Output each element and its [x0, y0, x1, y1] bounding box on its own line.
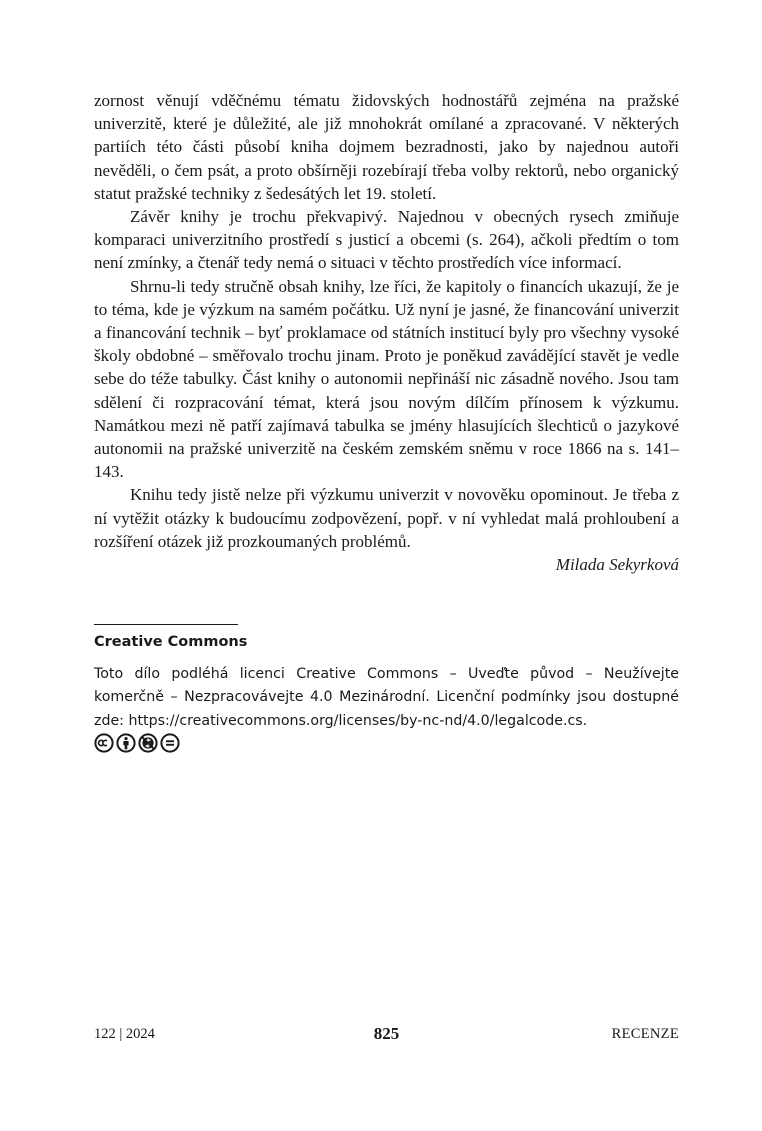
paragraph: zornost věnují vděčnému tématu židovských hodnostářů zejména na pražské univerzitě, které je důležité, ale již mnohokrát omílané a zpracované. V některých partiích této části působí kniha dojmem bezradnosti, jako by najednou autoři nevěděli, o čem psát, a proto obšírněji rozebírají třeba volby rektorů, nebo organický statut pražské techniky z šedesátých let 19. století. [94, 91, 679, 203]
issue-label: 122 | 2024 [94, 1026, 155, 1042]
section-label: RECENZE [611, 1026, 679, 1042]
author-signature: Milada Sekyrková [555, 555, 679, 575]
paragraph: Závěr knihy je trochu překvapivý. Najednou v obecných rysech zmiňuje komparaci univerzitního prostředí s justicí a obcemi (s. 264), ačkoli předtím o tom není zmínky, a čtenář tedy nemá o situaci v těchto prostředích více informací. [94, 207, 679, 273]
nc-icon [138, 733, 158, 753]
divider [94, 624, 238, 625]
paragraph: Shrnu-li tedy stručně obsah knihy, lze říci, že kapitoly o financích ukazují, že je to téma, kde je výzkum na samém počátku. Už nyní je jasné, že financování univerzit a financování technik – byť proklamace od státních institucí byly pro všechny vysoké školy obdobné – směřovalo trochu jinam. Proto je poněkud zavádějící stavět je vedle sebe do téže tabulky. Část knihy o autonomii nepřináší nic zásadně nového. Jsou tam sdělení či rozpracování témat, která jsou novým dílčím přínosem k výzkumu. Namátkou mezi ně patří zajímavá tabulka se jmény hlasujících šlechticů o jazykové autonomii na pražské univerzitě na českém zemském sněmu v roce 1866 na s. 141–143. [94, 276, 679, 482]
article-text [94, 89, 679, 576]
paragraph: Knihu tedy jistě nelze při výzkumu univerzit v novověku opominout. Je třeba z ní vytěžit otázky k budoucímu zodpovězení, popř. v ní vyhledat malá prohloubení a rozšíření otázek již prozkoumaných problémů. [94, 485, 679, 551]
page-number: 825 [373, 1024, 400, 1043]
page-footer [94, 1024, 679, 1044]
license-heading: Creative Commons [94, 634, 248, 650]
license-icons [94, 733, 180, 753]
cc-icon [94, 733, 114, 753]
by-icon [116, 733, 136, 753]
nd-icon [160, 733, 180, 753]
license-text: Toto dílo podléhá licenci Creative Commons – Uveďte původ – Neužívejte komerčně – Nezpracovávejte 4.0 Mezinárodní. Licenční podmínky jsou dostupné zde: https://creativecommons.org/licenses/by-nc-nd/4.0/legalcode.cs. [94, 666, 679, 729]
